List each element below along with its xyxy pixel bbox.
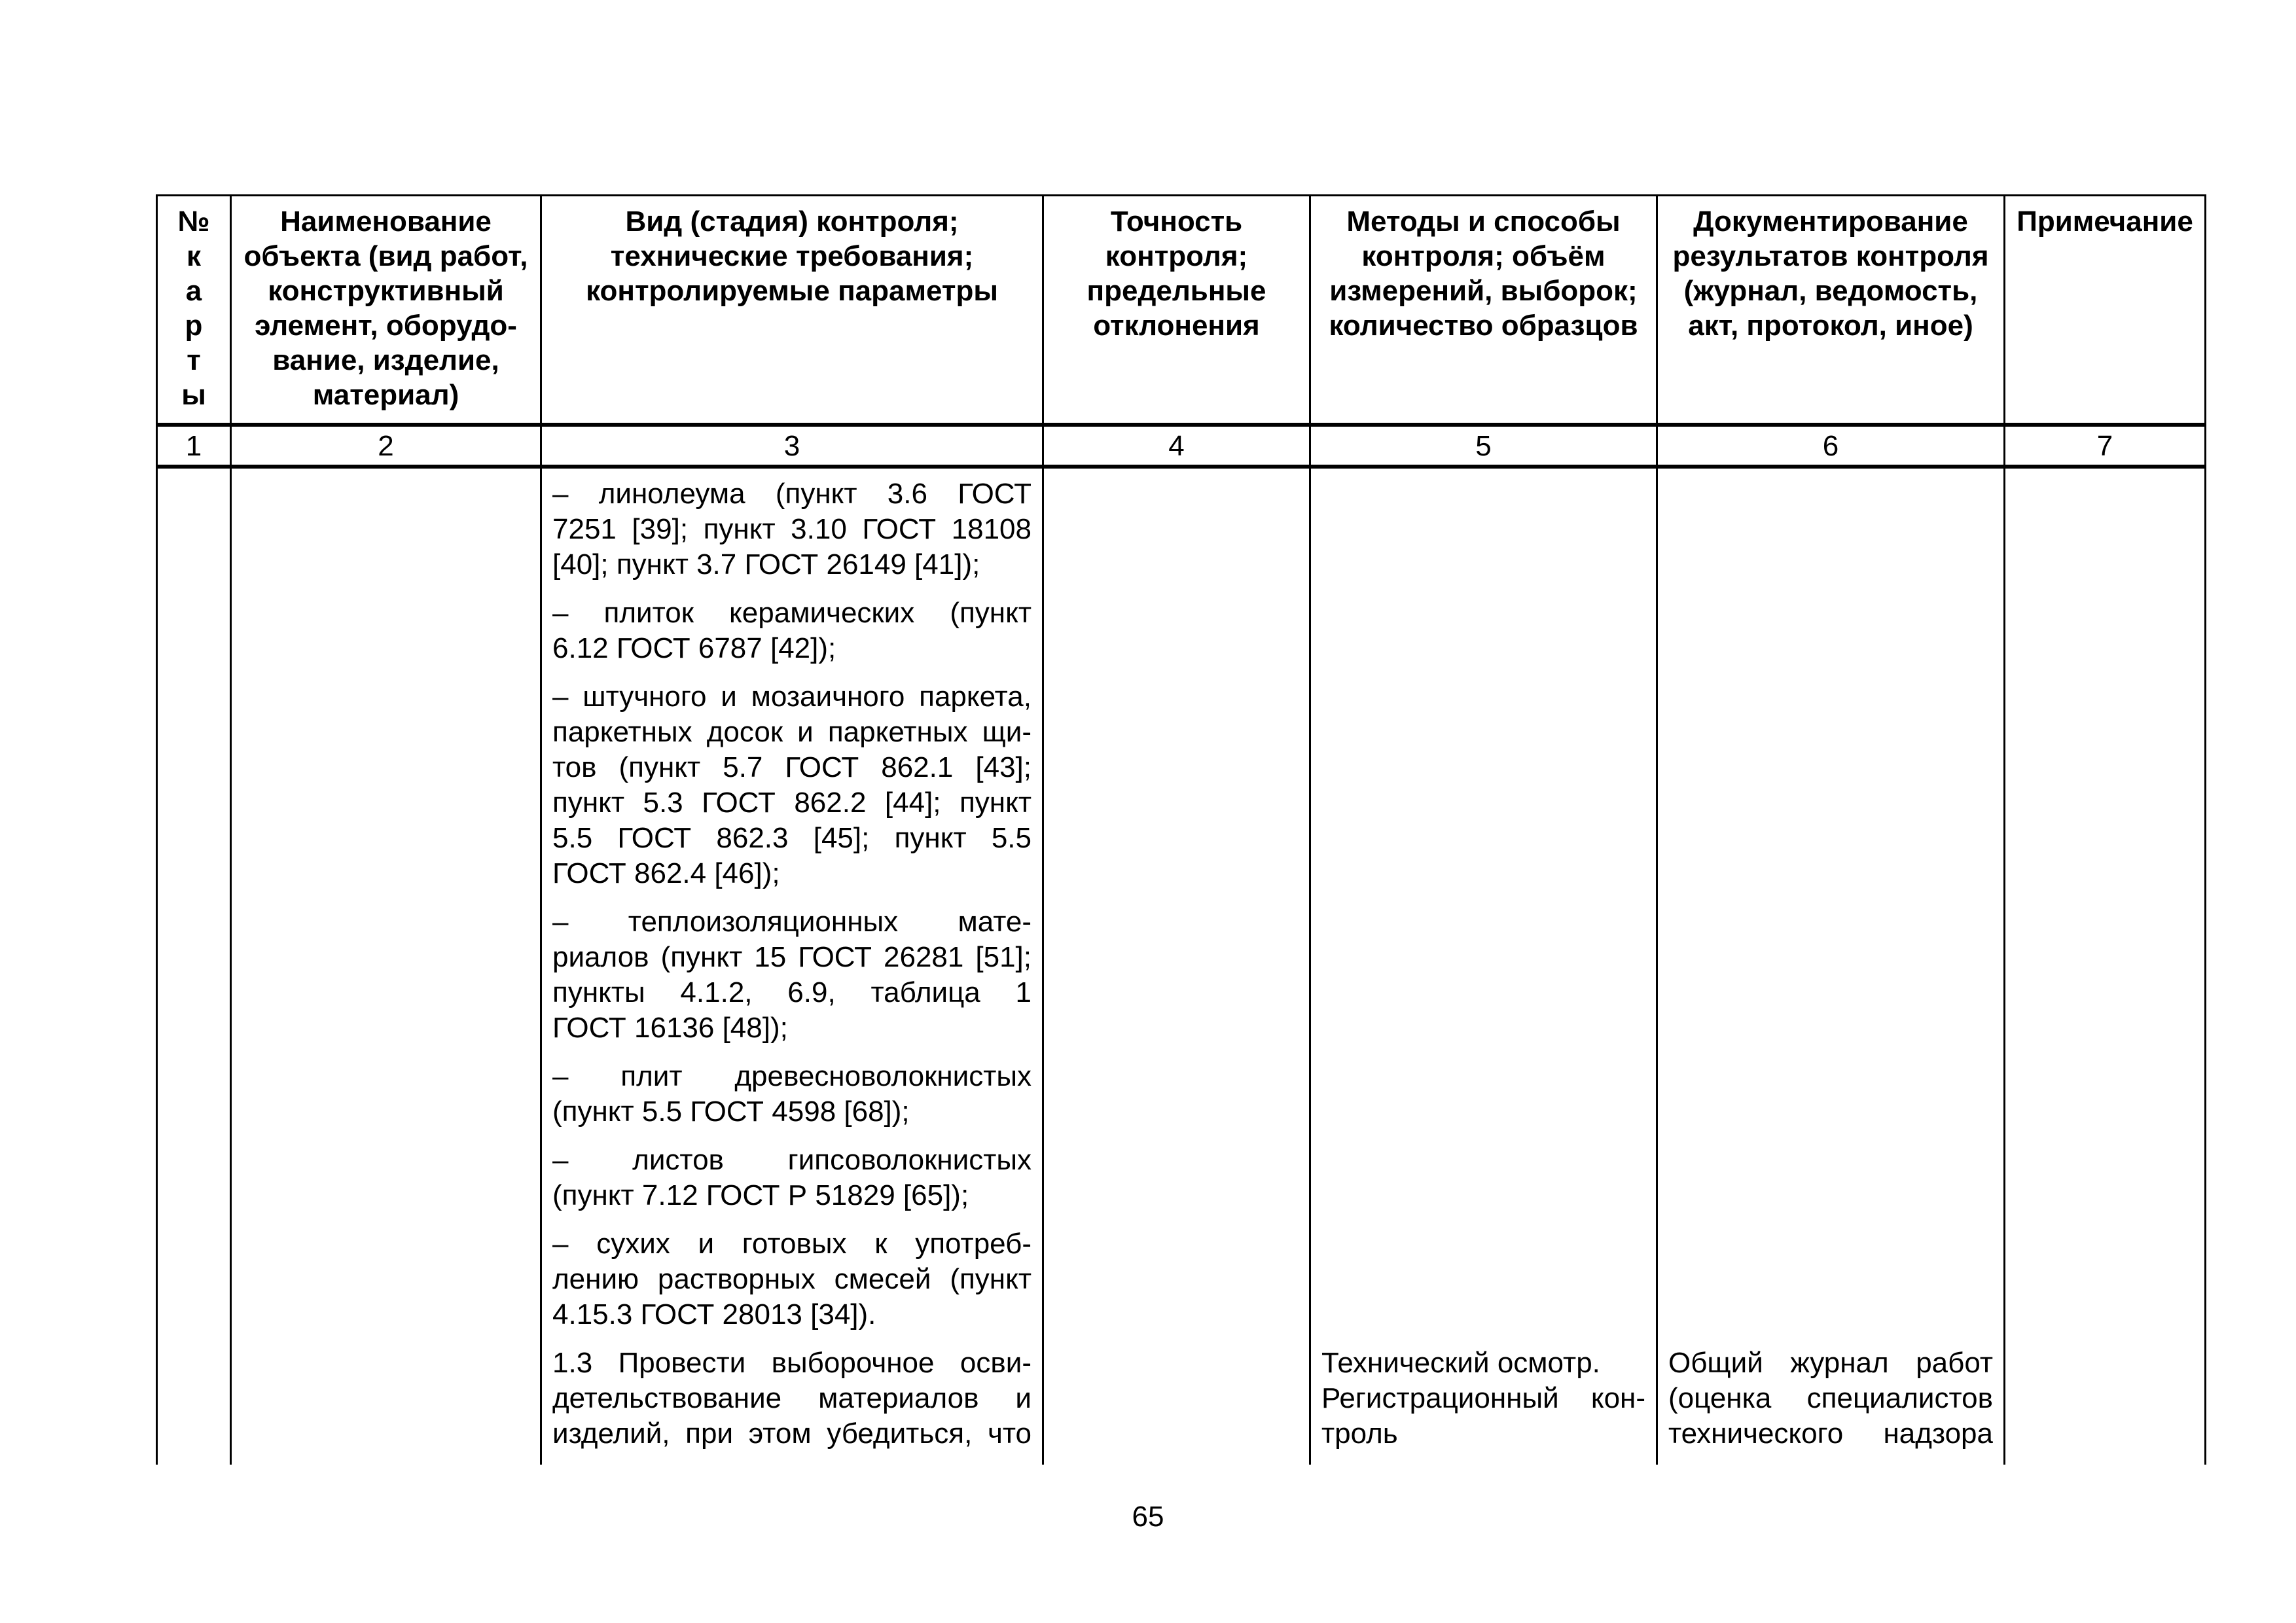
text-line: (оценка специалистов [1668, 1382, 1993, 1414]
header-line: (журнал, ведомость, [1683, 275, 1978, 307]
text-line: 6.12 ГОСТ 6787 [42]); [552, 632, 836, 664]
text-line: – теплоизоляционных мате- [552, 906, 1031, 938]
text-line: ГОСТ 862.4 [46]); [552, 857, 780, 889]
header-line: объекта (вид работ, [243, 240, 528, 272]
cell-object-name [231, 1346, 541, 1465]
header-line: ы [181, 379, 206, 411]
column-number: 7 [2005, 425, 2206, 467]
header-line: р [185, 310, 203, 342]
text-line: риалов (пункт 15 ГОСТ 26281 [51]; [552, 941, 1031, 973]
header-line: вание, изделие, [272, 344, 499, 376]
cell-documentation [1657, 1346, 2005, 1465]
table-header-row [157, 196, 2206, 425]
cell-methods [1310, 467, 1657, 1346]
text-line: пункты 4.1.2, 6.9, таблица 1 [552, 976, 1031, 1008]
paragraph [552, 596, 1031, 666]
cell-accuracy [1043, 1346, 1310, 1465]
page-number: 65 [1132, 1501, 1164, 1533]
header-line: контроля; [1105, 240, 1248, 272]
column-number: 4 [1043, 425, 1310, 467]
cell-card-number [157, 467, 231, 1346]
text-line: тов (пункт 5.7 ГОСТ 862.1 [43]; [552, 751, 1031, 783]
table-row [157, 467, 2206, 1346]
text-line: Регистрационный кон- [1321, 1382, 1645, 1414]
header-line: акт, протокол, иное) [1688, 310, 1973, 342]
control-table [156, 194, 2206, 1465]
text-line: – плит древесноволокнистых [552, 1060, 1031, 1092]
text-line: ГОСТ 16136 [48]); [552, 1012, 788, 1044]
text-line: (пункт 5.5 ГОСТ 4598 [68]); [552, 1096, 910, 1128]
header-line: результатов контроля [1672, 240, 1989, 272]
cell-control-requirements [541, 1346, 1043, 1465]
paragraph [552, 1346, 1031, 1452]
text-line: 4.15.3 ГОСТ 28013 [34]). [552, 1298, 876, 1330]
paragraph [1668, 1346, 1993, 1452]
cell-documentation [1657, 467, 2005, 1346]
column-number: 2 [231, 425, 541, 467]
text-line: – линолеума (пункт 3.6 ГОСТ [552, 478, 1031, 510]
cell-methods [1310, 1346, 1657, 1465]
text-line: – плиток керамических (пункт [552, 597, 1031, 629]
paragraph [1321, 1381, 1645, 1452]
header-note [2005, 196, 2206, 425]
header-line: технические требования; [610, 240, 974, 272]
text-line: лению растворных смесей (пункт [552, 1263, 1031, 1295]
header-line: контролируемые параметры [586, 275, 998, 307]
header-line: Наименование [280, 205, 492, 238]
text-line: изделий, при этом убедиться, что [552, 1418, 1031, 1450]
column-number: 1 [157, 425, 231, 467]
column-number: 6 [1657, 425, 2005, 467]
header-line: Методы и способы [1346, 205, 1621, 238]
header-line: Документирование [1693, 205, 1968, 238]
text-line: – листов гипсоволокнистых [552, 1144, 1031, 1176]
header-line: № [177, 205, 210, 238]
paragraph [552, 1059, 1031, 1130]
paragraph [552, 476, 1031, 582]
header-line: отклонения [1093, 310, 1260, 342]
paragraph [552, 904, 1031, 1046]
text-line: [40]; пункт 3.7 ГОСТ 26149 [41]); [552, 548, 980, 580]
cell-object-name [231, 467, 541, 1346]
header-line: количество образцов [1329, 310, 1638, 342]
header-object-name [231, 196, 541, 425]
header-line: контроля; объём [1361, 240, 1605, 272]
header-line: элемент, оборудо- [255, 310, 517, 342]
header-line: измерений, выборок; [1329, 275, 1638, 307]
paragraph [552, 1143, 1031, 1213]
cell-card-number [157, 1346, 231, 1465]
header-line: Примечание [2017, 205, 2193, 238]
cell-note [2005, 1346, 2206, 1465]
text-line: 5.5 ГОСТ 862.3 [45]; пункт 5.5 [552, 822, 1031, 854]
cell-note [2005, 467, 2206, 1346]
header-methods [1310, 196, 1657, 425]
text-line: Технический осмотр. [1321, 1347, 1600, 1379]
text-line: – штучного и мозаичного паркета, [552, 681, 1031, 713]
header-line: конструктивный [268, 275, 504, 307]
text-line: – сухих и готовых к употреб- [552, 1228, 1031, 1260]
header-documentation [1657, 196, 2005, 425]
header-card-number [157, 196, 231, 425]
text-line: (пункт 7.12 ГОСТ Р 51829 [65]); [552, 1179, 969, 1211]
header-control-type [541, 196, 1043, 425]
header-line: материал) [312, 379, 459, 411]
paragraph [1321, 1346, 1645, 1381]
header-line: предельные [1086, 275, 1266, 307]
paragraph [552, 1226, 1031, 1332]
header-line: к [186, 240, 202, 272]
text-line: троль [1321, 1418, 1398, 1450]
cell-control-requirements [541, 467, 1043, 1346]
column-number: 5 [1310, 425, 1657, 467]
cell-accuracy [1043, 467, 1310, 1346]
header-line: Точность [1110, 205, 1243, 238]
text-line: 7251 [39]; пункт 3.10 ГОСТ 18108 [552, 513, 1031, 545]
text-line: пункт 5.3 ГОСТ 862.2 [44]; пункт [552, 787, 1031, 819]
text-line: паркетных досок и паркетных щи- [552, 716, 1031, 748]
text-line: технического надзора [1668, 1418, 1993, 1450]
text-line: Общий журнал работ [1668, 1347, 1993, 1379]
header-line: Вид (стадия) контроля; [625, 205, 959, 238]
table-row [157, 1346, 2206, 1465]
text-line: 1.3 Провести выборочное осви- [552, 1347, 1031, 1379]
column-number-row [157, 425, 2206, 467]
paragraph [552, 679, 1031, 891]
header-accuracy [1043, 196, 1310, 425]
text-line: детельствование материалов и [552, 1382, 1031, 1414]
header-line: т [187, 344, 201, 376]
column-number: 3 [541, 425, 1043, 467]
header-line: а [185, 275, 202, 307]
